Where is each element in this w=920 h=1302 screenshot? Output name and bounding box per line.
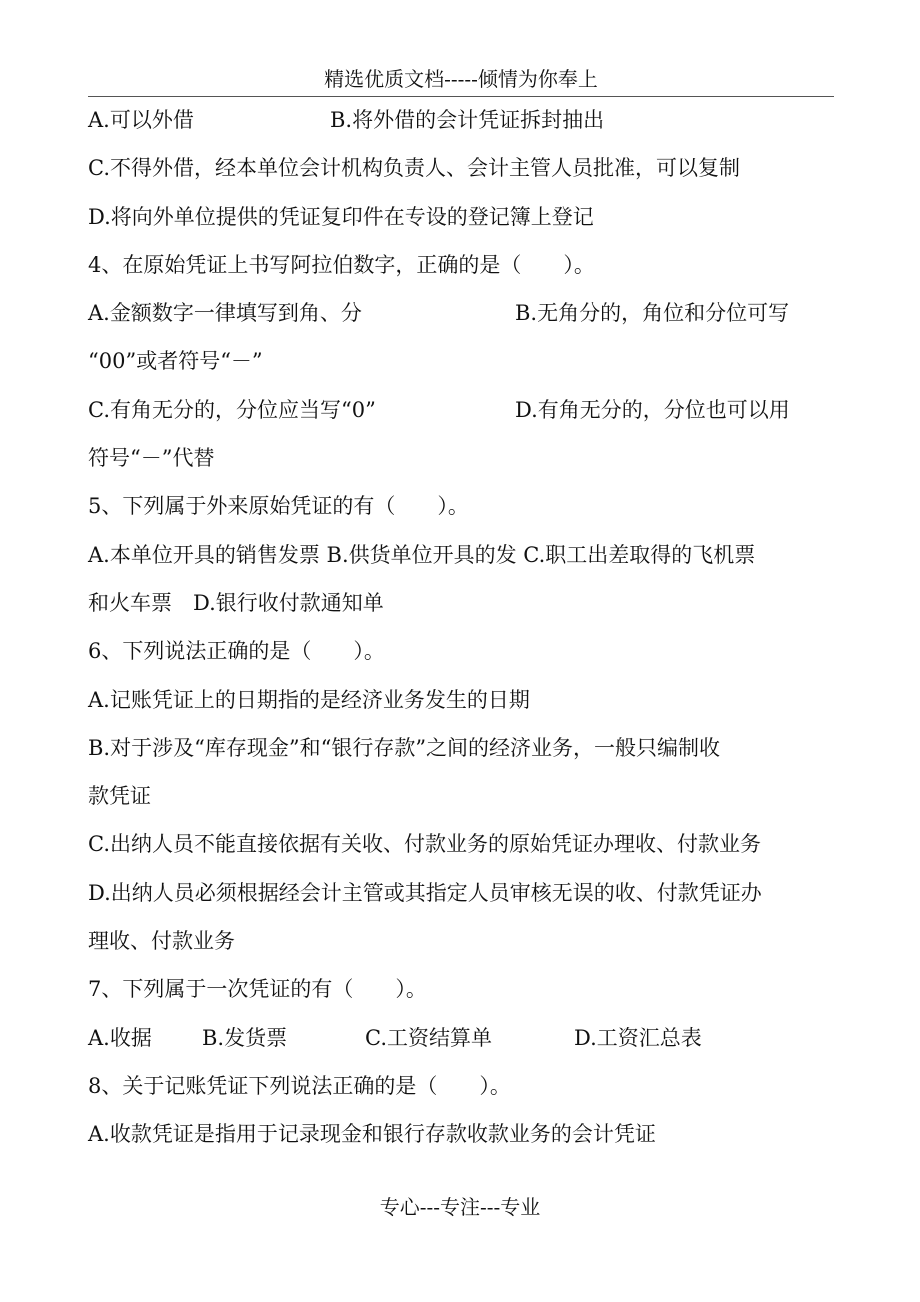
- option-d: D.有角无分的，分位也可以用: [515, 397, 790, 422]
- option-line: [88, 289, 834, 337]
- option-d: D.出纳人员必须根据经会计主管或其指定人员审核无误的收、付款凭证办: [88, 880, 762, 905]
- option-a: A.收款凭证是指用于记录现金和银行存款收款业务的会计凭证: [88, 1122, 656, 1147]
- option-continuation: 和火车票 D.银行收付款通知单: [88, 590, 384, 615]
- option-a: A.记账凭证上的日期指的是经济业务发生的日期: [88, 687, 530, 712]
- option-continuation: 款凭证: [88, 784, 151, 809]
- option-d: D.将向外单位提供的凭证复印件在专设的登记簿上登记: [88, 204, 594, 229]
- option-continuation: “00”或者符号“－”: [88, 349, 263, 374]
- option-a: A.金额数字一律填写到角、分: [88, 301, 362, 326]
- question-5: 5、下列属于外来原始凭证的有（ ）。: [88, 494, 469, 519]
- document-body: [88, 96, 834, 1159]
- option-b: B.发货票: [202, 1025, 288, 1050]
- option-c: C.有角无分的，分位应当写“0”: [88, 397, 376, 422]
- question-8: 8、关于记账凭证下列说法正确的是（ ）。: [88, 1073, 511, 1098]
- page-footer: 专心---专注---专业: [379, 1195, 541, 1219]
- option-continuation: 理收、付款业务: [88, 929, 235, 954]
- option-b: B.将外借的会计凭证拆封抽出: [330, 108, 605, 132]
- option-line: [88, 1014, 834, 1062]
- option-d: D.工资汇总表: [574, 1025, 702, 1050]
- option-b: B.无角分的，角位和分位可写: [515, 301, 790, 326]
- option-a: A.收据: [88, 1025, 152, 1050]
- page-header: 精选优质文档-----倾情为你奉上: [88, 64, 834, 97]
- option-a: A.可以外借: [88, 108, 194, 132]
- question-6: 6、下列说法正确的是（ ）。: [88, 639, 385, 664]
- option-b: B.对于涉及“库存现金”和“银行存款”之间的经济业务，一般只编制收: [88, 735, 721, 760]
- option-continuation: 符号“－”代替: [88, 446, 215, 471]
- option-c: C.出纳人员不能直接依据有关收、付款业务的原始凭证办理收、付款业务: [88, 832, 761, 857]
- question-4: 4、在原始凭证上书写阿拉伯数字，正确的是（ ）。: [88, 252, 595, 277]
- option-c: C.不得外借，经本单位会计机构负责人、会计主管人员批准，可以复制: [88, 156, 740, 181]
- option-c: C.工资结算单: [365, 1025, 492, 1050]
- option-line: A.本单位开具的销售发票 B.供货单位开具的发 C.职工出差取得的飞机票: [88, 542, 756, 567]
- question-7: 7、下列属于一次凭证的有（ ）。: [88, 977, 427, 1002]
- option-line: [88, 96, 834, 144]
- option-line: [88, 386, 834, 434]
